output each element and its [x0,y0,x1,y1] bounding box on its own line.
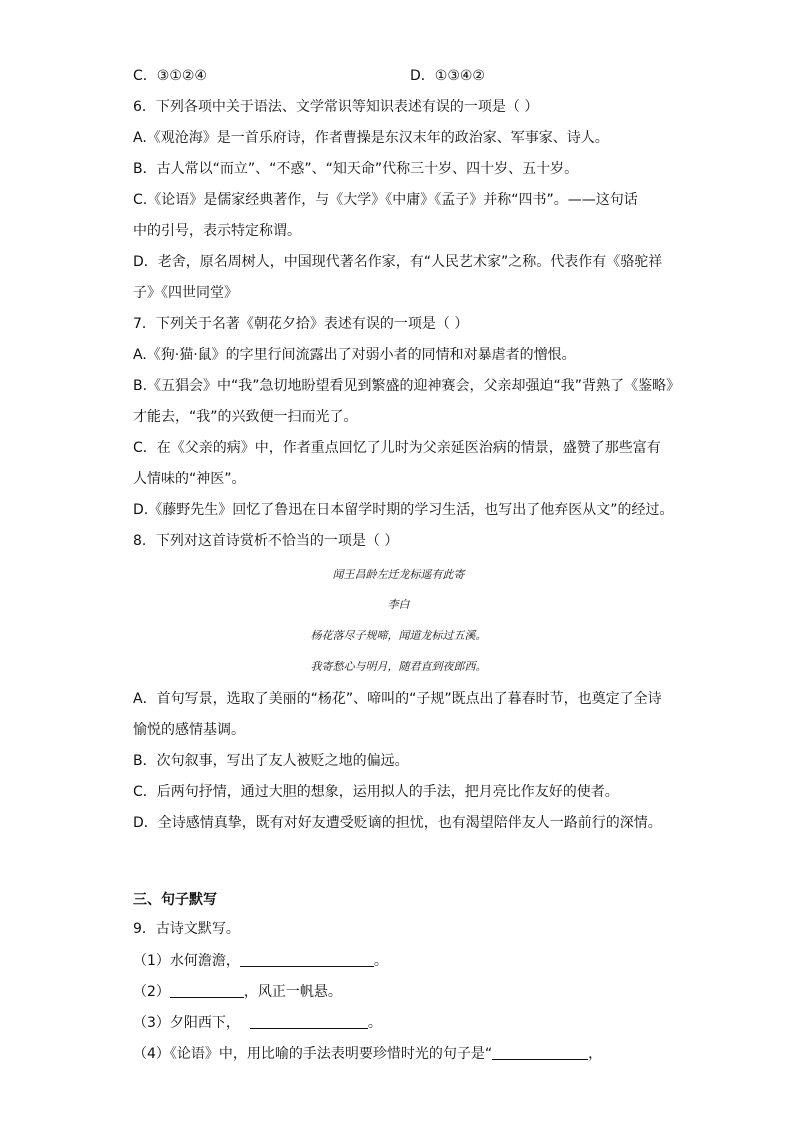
q8-option-a-line2: 愉悦的感情基调。 [133,722,245,738]
q8-option-c: C．后两句抒情，通过大胆的想象，运用拟人的手法，把月亮比作友好的使者。 [133,784,619,800]
q9-item-4-text: （4）《论语》中，用比喻的手法表明要珍惜时光的句子是“ [133,1046,493,1062]
q5-options [133,66,207,86]
q9-item-4-blank[interactable] [492,1045,588,1060]
q9-item-1-text: （1）水何澹澹， [133,953,240,969]
section-heading: 三、句子默写 [133,892,217,908]
q9-item-4 [133,1044,602,1064]
q8-stem: 8．下列对这首诗赏析不恰当的一项是（ ） [133,533,399,549]
q7-stem: 7．下列关于名著《朝花夕拾》表述有误的一项是（ ） [133,316,469,332]
q8-option-a-line1: A．首句写景，选取了美丽的“杨花”、啼叫的“子规”既点出了暮春时节，也奠定了全诗 [133,691,662,707]
q8-option-b: B．次句叙事，写出了友人被贬之地的偏远。 [133,753,409,769]
q7-option-c-line1: C．在《父亲的病》中，作者重点回忆了儿时为父亲延医治病的情景，盛赞了那些富有 [133,440,661,456]
q9-item-2 [133,982,342,1002]
q9-item-2-end: ，风正一帆悬。 [243,984,342,1000]
q7-option-d: D.《藤野先生》回忆了鲁迅在日本留学时期的学习生活，也写出了他弃医从文”的经过。 [133,502,674,518]
q5-option-c: C．③①②④ [133,68,207,84]
q7-option-b-line2: 才能去，“我”的兴致便一扫而光了。 [133,409,358,425]
poem-line-1: 杨花落尽子规啼，闻道龙标过五溪。 [310,629,487,642]
q9-item-1-end: 。 [373,953,388,969]
q6-option-b: B．古人常以“而立”、“不惑”、“知天命”代称三十岁、四十岁、五十岁。 [133,161,579,177]
q7-option-a: A.《狗·猫·鼠》的字里行间流露出了对弱小者的同情和对暴虐者的憎恨。 [133,347,576,363]
q9-item-4-end: ， [588,1046,603,1062]
q9-item-2-text: （2） [133,984,170,1000]
q9-item-3-end: 。 [367,1015,382,1031]
q9-item-3 [133,1013,382,1033]
q8-option-d: D．全诗感情真挚，既有对好友遭受贬谪的担忧，也有渴望陪伴友人一路前行的深情。 [133,815,662,831]
poem-line-2: 我寄愁心与明月，随君直到夜郎西。 [310,660,487,673]
q7-option-b-line1: B.《五猖会》中“我”急切地盼望看见到繁盛的迎神赛会，父亲却强迫“我”背熟了《鉴略》 [133,378,681,394]
q6-option-d-line2: 子》《四世同堂》 [133,285,238,301]
q9-stem: 9．古诗文默写。 [133,921,240,937]
q7-option-c-line2: 人情味的“神医”。 [133,471,246,487]
poem-title: 闻王昌龄左迁龙标遥有此寄 [332,568,465,581]
q9-item-3-text: （3）夕阳西下， [133,1015,240,1031]
q6-stem: 6．下列各项中关于语法、文学常识等知识表述有误的一项是（ ） [133,99,539,115]
q5-option-d: D．①③④② [410,68,485,84]
q6-option-d-line1: D．老舍，原名周树人，中国现代著名作家，有“人民艺术家”之称。代表作有《骆驼祥 [133,254,663,270]
q9-item-3-blank[interactable] [250,1014,368,1029]
q9-item-1-blank[interactable] [240,952,374,967]
q6-option-a: A.《观沧海》是一首乐府诗，作者曹操是东汉末年的政治家、军事家、诗人。 [133,130,609,146]
q9-item-2-blank[interactable] [170,983,244,998]
poem-author: 李白 [387,598,410,611]
q9-item-1 [133,951,388,971]
q6-option-c-line1: C.《论语》是儒家经典著作，与《大学》《中庸》《孟子》并称“四书”。——这句话 [133,192,638,208]
q6-option-c-line2: 中的引号，表示特定称谓。 [133,223,301,239]
